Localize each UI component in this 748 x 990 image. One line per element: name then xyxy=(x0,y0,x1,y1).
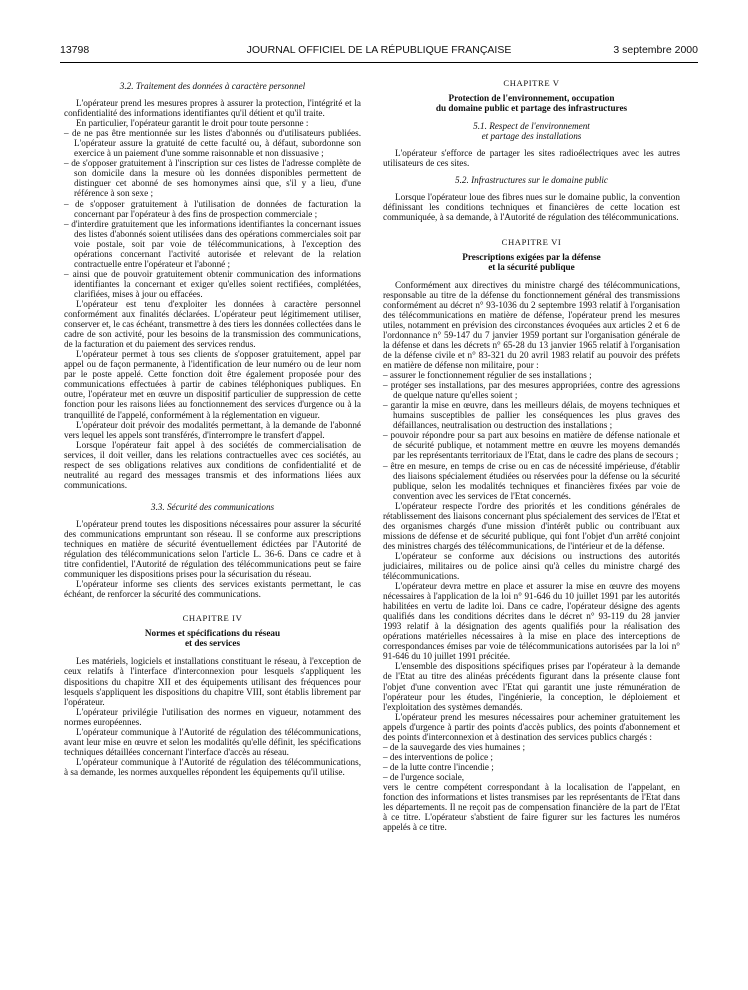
defense-measures-list xyxy=(383,370,680,501)
list-item: – de la sauvegarde des vies humaines ; xyxy=(383,741,526,752)
paragraph: L'opérateur privilégie l'utilisation des normes en vigueur, notamment des normes européennes. xyxy=(64,706,361,727)
chapter-title-line: et la sécurité publique xyxy=(488,261,575,272)
chapter-4-title xyxy=(64,628,361,648)
list-item: – garantir la mise en œuvre, dans les meilleurs délais, de moyens techniques et humains susceptibles de pallier les conséquences les plus graves des défaillances, neutralisation ou destruction des installations ; xyxy=(383,400,680,431)
paragraph: vers le centre compétent correspondant à la localisation de l'appelant, en fonction des informations et listes transmises par les représentants de l'Etat dans les départements. Il ne reçoit pas de compensation financière de la part de l'Etat à ce titre. L'opérateur s'abstient de faire figurer sur les factures les numéros appelés à ce titre. xyxy=(383,782,680,833)
chapter-title-line: Normes et spécifications du réseau xyxy=(144,628,281,639)
paragraph: L'opérateur communique à l'Autorité de régulation des télécommunications, à sa demande, les normes auxquelles répondent les équipements qu'il utilise. xyxy=(64,756,361,777)
paragraph: L'opérateur communique à l'Autorité de régulation des télécommunications, avant leur mise en œuvre et selon les modalités qu'elle définit, les spécifications techniques détaillées concernant l'interface d'accès au réseau. xyxy=(64,726,361,757)
section-5-1-title xyxy=(383,121,680,141)
section-title-line: et partage des installations xyxy=(481,131,582,142)
header-rule xyxy=(60,62,698,63)
list-item: – de la lutte contre l'incendie ; xyxy=(383,761,494,772)
list-item: – de s'opposer gratuitement à l'inscription sur ces listes de l'adresse complète de son domicile dans la mesure où les données disponibles permettent de distinguer cet abonné de ses homonymes ainsi que, s'il y a lieu, d'une référence à son sexe ; xyxy=(64,158,361,199)
list-item: – de l'urgence sociale, xyxy=(383,771,465,782)
chapter-5-title xyxy=(383,93,680,113)
list-item: – pouvoir répondre pour sa part aux besoins en matière de défense nationale et de sécurité publique, et notamment mettre en œuvre les moyens demandés par les représentants territoriaux de l'Etat, dans le cadre des plans de secours ; xyxy=(383,430,680,461)
list-item: – de ne pas être mentionnée sur les listes d'abonnés ou d'utilisateurs publiées. L'opérateur assure la gratuité de cette faculté ou, à défaut, subordonne son exercice à un paiement d'une somme raisonnable et non dissuasive ; xyxy=(64,128,361,159)
page-header xyxy=(60,44,698,60)
chapter-6-title xyxy=(383,252,680,272)
list-item: – d'interdire gratuitement que les informations identifiantes la concernant issues des listes d'abonnés soient utilisées dans des opérations commerciales soit par voie postale, soit par voie de télécommunications, à l'exception des opérations concernant l'activité autorisée et relevant de la relation contractuelle entre l'opérateur et l'abonné ; xyxy=(64,218,361,269)
chapter-title-line: et des services xyxy=(184,638,241,649)
list-item: – ainsi que de pouvoir gratuitement obtenir communication des informations identifiantes la concernant et exiger qu'elles soient rectifiées, complétées, clarifiées, mises à jour ou effacées. xyxy=(64,268,361,299)
paragraph: L'opérateur prend les mesures nécessaires pour acheminer gratuitement les appels d'urgence à partir des points d'accès publics, des points d'abonnement et des points d'interconnexion et à destination des services publics chargés : xyxy=(383,711,680,742)
paragraph: Conformément aux directives du ministre chargé des télécommunications, responsable au titre de la défense du fonctionnement général des transmissions conformément au décret n° 93-1036 du 2 septembre 1993 relatif à l'organisation des télécommunications en matière de défense, l'opérateur prend les mesures utiles, notamment en prévision des circonstances évoquées aux articles 2 et 6 de l'ordonnance n° 59-147 du 7 janvier 1959 portant sur l'organisation générale de la défense et dans les décrets n° 65-28 du 13 janvier 1965 relatif à l'organisation de la défense civile et n° 83-321 du 20 avril 1983 relatif au pouvoir des préfets en matière de défense non militaire, pour : xyxy=(383,279,680,371)
paragraph: L'opérateur permet à tous ses clients de s'opposer gratuitement, appel par appel ou de façon permanente, à l'identification de leur numéro ou de leur nom par le poste appelé. Cette fonction doit être également proposée pour des communications effectuées à partir de cabines téléphoniques publiques. En outre, l'opérateur met en œuvre un dispositif particulier de suppression de cette fonction pour les raisons liées au fonctionnement des services d'urgence ou à la tranquillité de l'appelé, conformément à la réglementation en vigueur. xyxy=(64,349,361,420)
left-column xyxy=(64,78,361,777)
paragraph: L'opérateur respecte l'ordre des priorités et les conditions générales de rétablissement des liaisons concernant plus spécialement des services de l'Etat et des organismes chargés d'une mission d'intérêt public ou contribuant aux missions de défense et de sécurité publique, qui font l'objet d'un arrêté conjoint des ministres chargés des télécommunications, de l'intérieur et de la défense. xyxy=(383,500,680,551)
page-number: 13798 xyxy=(60,44,90,56)
chapter-6-label: CHAPITRE VI xyxy=(501,236,562,247)
section-5-2-title: 5.2. Infrastructures sur le domaine public xyxy=(454,175,609,186)
paragraph: L'opérateur doit prévoir des modalités permettant, à la demande de l'abonné vers lequel les appels sont transférés, d'interrompre le transfert d'appel. xyxy=(64,419,361,440)
list-item: – de s'opposer gratuitement à l'utilisation de données de facturation la concernant par l'opérateur à des fins de prospection commerciale ; xyxy=(64,198,361,219)
paragraph: L'opérateur est tenu d'exploiter les données à caractère personnel conformément aux finalités déclarées. L'opérateur peut légitimement utiliser, conserver et, le cas échéant, transmettre à des tiers les données collectées dans le cadre de son activité, pour les besoins de la transmission des communications, de la facturation et du paiement des services rendus. xyxy=(64,298,361,350)
chapter-title-line: Protection de l'environnement, occupation xyxy=(448,93,615,104)
paragraph: Les matériels, logiciels et installations constituant le réseau, à l'exception de ceux relatifs à l'interface d'interconnexion pour lesquels s'appliquent les dispositions du chapitre XII et des équipements utilisant des fréquences pour lesquels s'appliquent les dispositions du chapitre VIII, sont établis librement par l'opérateur. xyxy=(64,656,361,707)
issue-date: 3 septembre 2000 xyxy=(613,44,698,56)
paragraph: L'opérateur devra mettre en place et assurer la mise en œuvre des moyens nécessaires à l'application de la loi n° 91-646 du 10 juillet 1991 par les autorités habilitées en vertu de ladite loi. Dans ce cadre, l'opérateur désigne des agents qualifiés dans les conditions décrites dans le décret n° 93-119 du 28 janvier 1993 relatif à la désignation des agents qualifiés pour la réalisation des opérations matérielles nécessaires à la mise en place des interceptions de correspondances émises par voie de télécommunications autorisées par la loi n° 91-646 du 10 juillet 1991 précitée. xyxy=(383,581,680,662)
paragraph: En particulier, l'opérateur garantit le droit pour toute personne : xyxy=(76,118,309,129)
chapter-title-line: du domaine public et partage des infrastructures xyxy=(435,103,628,114)
section-3-3-title: 3.3. Sécurité des communications xyxy=(150,501,275,512)
chapter-5-label: CHAPITRE V xyxy=(503,78,560,88)
emergency-services-list xyxy=(383,742,680,782)
list-item: – être en mesure, en temps de crise ou en cas de nécessité impérieuse, d'établir des liaisons spécialement étudiées ou réservées pour la défense ou la sécurité publique, selon les modalités techniques et financières fixées par voie de convention avec les services de l'Etat concernés. xyxy=(383,460,680,501)
right-column xyxy=(383,78,680,832)
list-item: – assurer le fonctionnement régulier de ses installations ; xyxy=(383,370,592,381)
paragraph: L'opérateur prend toutes les dispositions nécessaires pour assurer la sécurité des communications empruntant son réseau. Il se conforme aux prescriptions techniques en matière de sécurité éventuellement édictées par l'Autorité de régulation des télécommunications selon l'article L. 36-6. Dans ce cadre et à titre confidentiel, l'Autorité de régulation des télécommunications peut se faire communiquer les dispositions prises pour la sécurisation du réseau. xyxy=(64,518,361,580)
paragraph: L'opérateur s'efforce de partager les sites radioélectriques avec les autres utilisateurs de ces sites. xyxy=(383,148,680,169)
paragraph: L'opérateur informe ses clients des services existants permettant, le cas échéant, de renforcer la sécurité des communications. xyxy=(64,579,361,600)
paragraph: L'ensemble des dispositions spécifiques prises par l'opérateur à la demande de l'Etat au titre des alinéas précédents figurant dans la présente clause font l'objet d'une convention avec l'Etat qui garantit une juste rémunération de l'opérateur pour les études, l'ingénierie, la conception, le déploiement et l'exploitation des systèmes demandés. xyxy=(383,661,680,712)
journal-title: JOURNAL OFFICIEL DE LA RÉPUBLIQUE FRANÇAISE xyxy=(246,44,512,56)
list-item: – des interventions de police ; xyxy=(383,751,493,762)
chapter-4-label: CHAPITRE IV xyxy=(182,613,243,624)
paragraph: Lorsque l'opérateur fait appel à des sociétés de commercialisation de services, il doit veiller, dans les relations contractuelles avec ces sociétés, au respect de ses obligations relatives aux conditions de confidentialité et de neutralité au regard des messages transmis et des informations liées aux communications. xyxy=(64,439,361,490)
paragraph: L'opérateur se conforme aux décisions ou instructions des autorités judiciaires, militaires ou de police ainsi qu'à celles du ministre chargé des télécommunications. xyxy=(383,550,680,582)
paragraph: L'opérateur prend les mesures propres à assurer la protection, l'intégrité et la confidentialité des informations identifiantes qu'il détient et qu'il traite. xyxy=(64,98,361,119)
chapter-title-line: Prescriptions exigées par la défense xyxy=(462,251,601,262)
list-item: – protéger ses installations, par des mesures appropriées, contre des agressions de quelque nature qu'elles soient ; xyxy=(383,380,680,401)
rights-list xyxy=(64,128,361,299)
section-title-line: 5.1. Respect de l'environnement xyxy=(473,121,590,132)
paragraph: Lorsque l'opérateur loue des fibres nues sur le domaine public, la convention définissant les conditions techniques et financières de cette location est communiquée, à sa demande, à l'Autorité de régulation des télécommunications. xyxy=(383,192,680,223)
section-3-2-title: 3.2. Traitement des données à caractère personnel xyxy=(119,81,306,91)
